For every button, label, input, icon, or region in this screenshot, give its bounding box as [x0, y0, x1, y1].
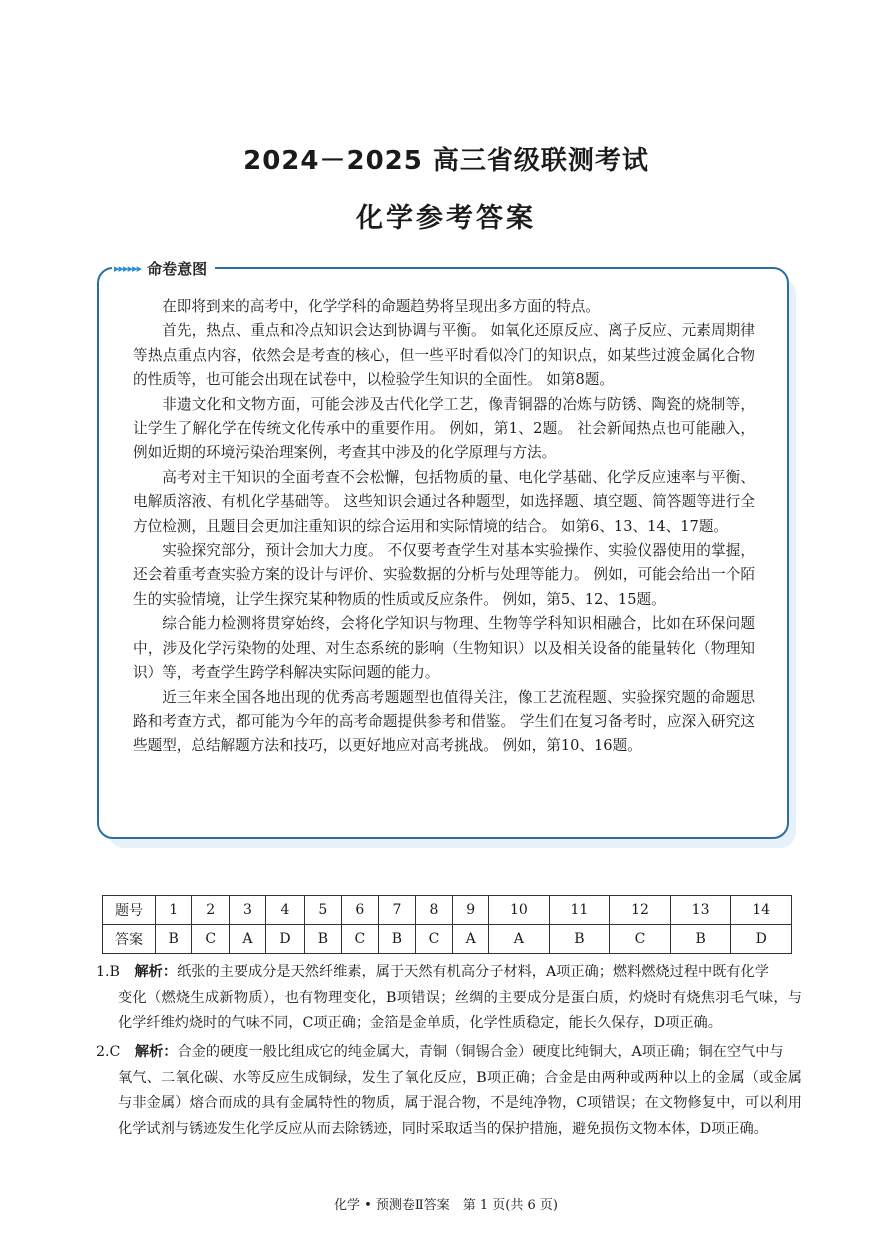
explanation-text: 变化（燃烧生成新物质），也有物理变化，B项错误；丝绸的主要成分是蛋白质，灼烧时有烧焦羽毛气味，与化学纤维灼烧时的气味不同，C项正确；金箔是金单质，化学性质稳定，能长久保存，D项正确。: [118, 989, 802, 1032]
question-number: 4: [265, 896, 304, 925]
question-number: 7: [379, 896, 415, 925]
intent-paragraph: 首先，热点、重点和冷点知识会达到协调与平衡。 如氧化还原反应、离子反应、元素周期律等热点重点内容，依然会是考查的核心，但一些平时看似冷门的知识点，如某些过渡金属化合物的性质等，也可能会出现在试卷中，以检验学生知识的全面性。 如第8题。: [133, 322, 755, 389]
answer-cell: A: [230, 925, 266, 954]
row-label-number: 题号: [103, 896, 156, 925]
question-number: 12: [610, 896, 671, 925]
explanation-line: 合金的硬度一般比组成它的纯金属大，青铜（铜锡合金）硬度比纯铜大，A项正确；铜在空气中与: [177, 1044, 784, 1060]
intent-paragraph: 近三年来全国各地出现的优秀高考题题型也值得关注，像工艺流程题、实验探究题的命题思路和考查方式，都可能为今年的高考命题提供参考和借鉴。 学生们在复习备考时，应深入研究这些题型，总结解题方法和技巧，以更好地应对高考挑战。 例如，第10、16题。: [133, 688, 755, 755]
question-number: 5: [305, 896, 341, 925]
question-number: 9: [453, 896, 489, 925]
explanation-number: 2.C: [96, 1044, 121, 1060]
question-number: 1: [156, 896, 192, 925]
answer-cell: B: [670, 925, 731, 954]
intent-paragraph: 综合能力检测将贯穿始终，会将化学知识与物理、生物等学科知识相融合，比如在环保问题中，涉及化学污染物的处理、对生态系统的影响（生物知识）以及相关设备的能量转化（物理知识）等，考查学生跨学科解决实际问题的能力。: [133, 615, 755, 682]
explanation-number: 1.B: [96, 964, 120, 980]
intent-paragraph: 在即将到来的高考中，化学学科的命题趋势将呈现出多方面的特点。: [162, 298, 601, 315]
answer-cell: B: [305, 925, 341, 954]
question-number-row: [103, 896, 792, 925]
intent-title: 命卷意图: [147, 259, 208, 278]
explanation-keyword: 解析：: [134, 964, 178, 980]
question-number: 13: [670, 896, 731, 925]
answer-row: [103, 925, 792, 954]
answer-cell: C: [610, 925, 671, 954]
question-number: 14: [731, 896, 792, 925]
question-number: 10: [489, 896, 550, 925]
explanation-keyword: 解析：: [134, 1044, 178, 1060]
question-number: 3: [230, 896, 266, 925]
intent-body: [133, 295, 755, 759]
answer-cell: A: [489, 925, 550, 954]
answer-cell: D: [265, 925, 304, 954]
answer-table: [102, 895, 792, 954]
answer-title: 化学参考答案: [356, 203, 536, 234]
answer-cell: D: [731, 925, 792, 954]
page-footer: 化学 • 预测卷Ⅱ答案 第 1 页(共 6 页): [334, 1198, 558, 1213]
question-number: 6: [341, 896, 379, 925]
row-label-answer: 答案: [103, 925, 156, 954]
answer-cell: B: [379, 925, 415, 954]
answer-cell: A: [453, 925, 489, 954]
arrow-icons: ▸▸▸▸▸▸: [114, 261, 142, 275]
intent-paragraph: 实验探究部分，预计会加大力度。 不仅要考查学生对基本实验操作、实验仪器使用的掌握，还会着重考查实验方案的设计与评价、实验数据的分析与处理等能力。 例如，可能会给出一个陌生的实验情境，让学生探究某种物质的性质或反应条件。 例如，第5、12、15题。: [133, 542, 755, 608]
answer-cell: C: [192, 925, 230, 954]
question-number: 2: [192, 896, 230, 925]
answer-cell: C: [415, 925, 453, 954]
explanation-2: [96, 1040, 802, 1142]
intent-paragraph: 非遗文化和文物方面，可能会涉及古代化学工艺，像青铜器的冶炼与防锈、陶瓷的烧制等，让学生了解化学在传统文化传承中的重要作用。 例如，第1、2题。 社会新闻热点也可能融入，例如近期的环境污染治理案例，考查其中涉及的化学原理与方法。: [133, 395, 755, 462]
question-number: 11: [549, 896, 610, 925]
intent-paragraph: 高考对主干知识的全面考查不会松懈，包括物质的量、电化学基础、化学反应速率与平衡、电解质溶液、有机化学基础等。 这些知识会通过各种题型，如选择题、填空题、简答题等进行全方位检测，且题目会更加注重知识的综合运用和实际情境的结合。 如第6、13、14、17题。: [133, 468, 755, 535]
explanation-text: 氧气、二氧化碳、水等反应生成铜绿，发生了氧化反应，B项正确；合金是由两种或两种以上的金属（或金属与非金属）熔合而成的具有金属特性的物质，属于混合物，不是纯净物，C项错误；在文物修复中，可以利用化学试剂与锈迹发生化学反应从而去除锈迹，同时采取适当的保护措施，避免损伤文物本体，D项正确。: [118, 1069, 802, 1137]
exam-title: 2024－2025 高三省级联测考试: [243, 146, 649, 176]
answer-cell: B: [156, 925, 192, 954]
answer-cell: C: [341, 925, 379, 954]
question-number: 8: [415, 896, 453, 925]
answer-cell: B: [549, 925, 610, 954]
intent-header: [112, 258, 215, 278]
explanation-line: 纸张的主要成分是天然纤维素，属于天然有机高分子材料，A项正确；燃料燃烧过程中既有化学: [177, 964, 769, 980]
explanation-1: [96, 960, 802, 1037]
